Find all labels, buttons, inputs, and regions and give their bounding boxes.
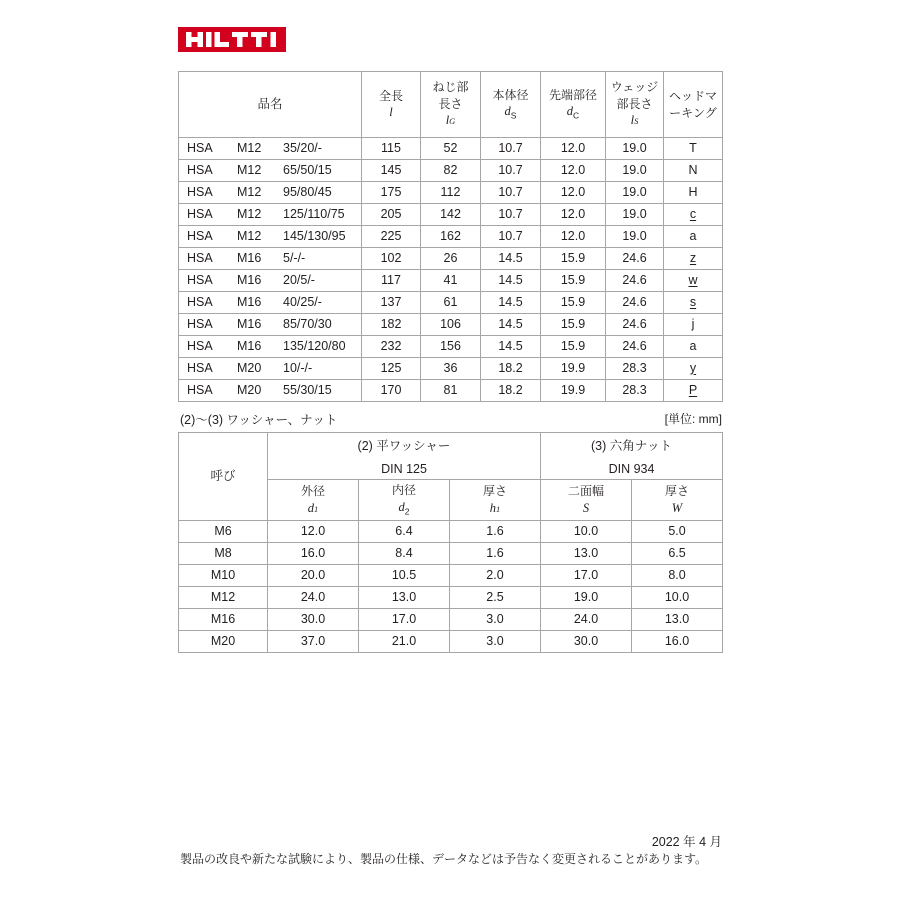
head-marking-value: N	[688, 162, 698, 177]
cell-outer-diameter: 20.0	[268, 565, 359, 587]
col-header-total-length	[362, 72, 421, 138]
cell-total-length: 170	[362, 380, 421, 402]
cell-tip-diameter: 15.9	[541, 292, 606, 314]
cell-total-length: 102	[362, 248, 421, 270]
cell-product-name	[179, 182, 362, 204]
cell-wedge-length: 24.6	[606, 270, 664, 292]
cell-series: HSA	[187, 206, 213, 221]
cell-body-diameter: 14.5	[481, 248, 541, 270]
head-marking-value: T	[689, 140, 697, 155]
cell-series: HSA	[187, 140, 213, 155]
cell-nut-thickness: 5.0	[632, 521, 723, 543]
col-header-tip-diameter-label: 先端部径	[548, 87, 597, 102]
cell-body-diameter: 10.7	[481, 138, 541, 160]
cell-body-diameter: 10.7	[481, 160, 541, 182]
cell-total-length: 117	[362, 270, 421, 292]
cell-series: HSA	[187, 228, 213, 243]
cell-series: HSA	[187, 250, 213, 265]
col-header-washer-thickness-label: 厚さ	[482, 484, 507, 499]
col-header-product-name	[179, 72, 362, 138]
cell-outer-diameter: 30.0	[268, 609, 359, 631]
cell-total-length: 145	[362, 160, 421, 182]
unit-note: [単位: mm]	[664, 412, 722, 426]
cell-outer-diameter: 16.0	[268, 543, 359, 565]
col-header-wedge-length-label-2: 部長さ	[616, 96, 653, 111]
cell-product-name	[179, 314, 362, 336]
cell-washer-thickness: 3.0	[450, 631, 541, 653]
col-header-wedge-length	[606, 72, 664, 138]
cell-body-diameter: 14.5	[481, 314, 541, 336]
cell-thread-length: 82	[421, 160, 481, 182]
cell-body-diameter: 14.5	[481, 336, 541, 358]
cell-width-across-flats: 19.0	[541, 587, 632, 609]
cell-spec: 35/20/-	[283, 140, 322, 155]
cell-head-marking	[664, 270, 723, 292]
cell-outer-diameter: 24.0	[268, 587, 359, 609]
col-header-washer-thickness	[450, 480, 541, 521]
col-header-head-marking-label-1: ヘッドマ	[668, 88, 717, 103]
cell-width-across-flats: 24.0	[541, 609, 632, 631]
cell-head-marking	[664, 292, 723, 314]
head-marking-value: y	[689, 360, 697, 375]
cell-yobi: M16	[179, 609, 268, 631]
col-header-inner-diameter-label: 内径	[391, 483, 416, 498]
cell-yobi: M6	[179, 521, 268, 543]
col-header-tip-diameter	[541, 72, 606, 138]
cell-size: M12	[237, 140, 262, 155]
cell-thread-length: 162	[421, 226, 481, 248]
cell-head-marking	[664, 182, 723, 204]
head-marking-value: P	[688, 382, 698, 397]
cell-thread-length: 41	[421, 270, 481, 292]
col-header-thread-length-label-2: 長さ	[438, 96, 463, 111]
cell-spec: 145/130/95	[283, 228, 346, 243]
head-marking-value: s	[689, 294, 697, 309]
table-row	[179, 160, 723, 182]
cell-total-length: 115	[362, 138, 421, 160]
cell-tip-diameter: 15.9	[541, 270, 606, 292]
cell-spec: 55/30/15	[283, 382, 332, 397]
cell-thread-length: 156	[421, 336, 481, 358]
cell-body-diameter: 10.7	[481, 182, 541, 204]
cell-size: M12	[237, 162, 262, 177]
cell-thread-length: 142	[421, 204, 481, 226]
cell-series: HSA	[187, 272, 213, 287]
cell-head-marking	[664, 138, 723, 160]
table-group-header-row	[179, 433, 723, 462]
cell-inner-diameter: 6.4	[359, 521, 450, 543]
table-row	[179, 609, 723, 631]
cell-thread-length: 81	[421, 380, 481, 402]
col-header-wedge-length-label-1: ウェッジ	[610, 80, 659, 95]
head-marking-value: j	[691, 316, 695, 331]
group-header-washer: (2) 平ワッシャー	[268, 433, 541, 462]
cell-nut-thickness: 16.0	[632, 631, 723, 653]
cell-series: HSA	[187, 184, 213, 199]
cell-width-across-flats: 10.0	[541, 521, 632, 543]
col-header-total-length-label: 全長	[378, 88, 403, 103]
col-header-body-diameter-label: 本体径	[492, 87, 529, 102]
col-header-head-marking-label-2: ーキング	[669, 105, 717, 120]
cell-wedge-length: 19.0	[606, 204, 664, 226]
cell-spec: 20/5/-	[283, 272, 315, 287]
cell-size: M12	[237, 228, 262, 243]
col-header-product-name-label: 品名	[257, 96, 283, 111]
col-header-washer-thickness-symbol: h1	[489, 500, 501, 515]
col-header-inner-diameter	[359, 480, 450, 521]
cell-total-length: 205	[362, 204, 421, 226]
table-row	[179, 204, 723, 226]
cell-thread-length: 106	[421, 314, 481, 336]
cell-head-marking	[664, 314, 723, 336]
table-row	[179, 138, 723, 160]
cell-size: M16	[237, 294, 262, 309]
cell-width-across-flats: 13.0	[541, 543, 632, 565]
cell-wedge-length: 24.6	[606, 336, 664, 358]
cell-nut-thickness: 8.0	[632, 565, 723, 587]
cell-total-length: 225	[362, 226, 421, 248]
cell-product-name	[179, 270, 362, 292]
cell-size: M16	[237, 250, 262, 265]
cell-wedge-length: 19.0	[606, 138, 664, 160]
cell-series: HSA	[187, 360, 213, 375]
cell-size: M16	[237, 338, 262, 353]
head-marking-value: H	[688, 184, 698, 199]
cell-tip-diameter: 12.0	[541, 138, 606, 160]
cell-head-marking	[664, 204, 723, 226]
cell-thread-length: 61	[421, 292, 481, 314]
cell-series: HSA	[187, 338, 213, 353]
section-caption: (2)〜(3) ワッシャー、ナット	[180, 413, 338, 427]
cell-inner-diameter: 13.0	[359, 587, 450, 609]
cell-wedge-length: 24.6	[606, 292, 664, 314]
cell-inner-diameter: 21.0	[359, 631, 450, 653]
cell-tip-diameter: 15.9	[541, 336, 606, 358]
cell-washer-thickness: 2.0	[450, 565, 541, 587]
cell-tip-diameter: 12.0	[541, 160, 606, 182]
cell-wedge-length: 28.3	[606, 380, 664, 402]
cell-spec: 85/70/30	[283, 316, 332, 331]
cell-tip-diameter: 12.0	[541, 182, 606, 204]
col-header-body-diameter	[481, 72, 541, 138]
cell-outer-diameter: 37.0	[268, 631, 359, 653]
cell-series: HSA	[187, 316, 213, 331]
table-row	[179, 380, 723, 402]
cell-size: M16	[237, 316, 262, 331]
col-header-total-length-symbol: l	[389, 105, 393, 120]
col-header-body-diameter-symbol: $d_S$	[504, 104, 517, 121]
cell-wedge-length: 19.0	[606, 182, 664, 204]
cell-wedge-length: 19.0	[606, 160, 664, 182]
cell-product-name	[179, 138, 362, 160]
group-header-nut: (3) 六角ナット	[541, 433, 723, 462]
cell-tip-diameter: 12.0	[541, 204, 606, 226]
cell-product-name	[179, 358, 362, 380]
cell-product-name	[179, 380, 362, 402]
cell-body-diameter: 14.5	[481, 292, 541, 314]
cell-body-diameter: 14.5	[481, 270, 541, 292]
cell-head-marking	[664, 160, 723, 182]
cell-head-marking	[664, 358, 723, 380]
cell-body-diameter: 18.2	[481, 380, 541, 402]
cell-size: M12	[237, 206, 262, 221]
table-row	[179, 336, 723, 358]
cell-yobi: M8	[179, 543, 268, 565]
cell-tip-diameter: 15.9	[541, 314, 606, 336]
cell-thread-length: 52	[421, 138, 481, 160]
cell-tip-diameter: 19.9	[541, 380, 606, 402]
disclaimer-text: 製品の改良や新たな試験により、製品の仕様、データなどは予告なく変更されることがあります。	[180, 852, 708, 866]
cell-spec: 135/120/80	[283, 338, 346, 353]
col-header-width-across-flats-label: 二面幅	[567, 484, 604, 499]
head-marking-value: w	[688, 272, 698, 287]
cell-head-marking	[664, 380, 723, 402]
cell-product-name	[179, 204, 362, 226]
cell-series: HSA	[187, 294, 213, 309]
cell-spec: 125/110/75	[283, 206, 345, 221]
hilti-logo	[178, 27, 286, 52]
head-marking-value: c	[689, 206, 697, 221]
cell-wedge-length: 24.6	[606, 314, 664, 336]
cell-size: M20	[237, 360, 262, 375]
cell-washer-thickness: 1.6	[450, 521, 541, 543]
cell-width-across-flats: 17.0	[541, 565, 632, 587]
col-header-wedge-length-symbol: lS	[630, 113, 639, 128]
cell-tip-diameter: 19.9	[541, 358, 606, 380]
cell-head-marking	[664, 336, 723, 358]
cell-nut-thickness: 6.5	[632, 543, 723, 565]
cell-inner-diameter: 17.0	[359, 609, 450, 631]
col-header-outer-diameter-label: 外径	[300, 484, 325, 499]
cell-head-marking	[664, 226, 723, 248]
cell-thread-length: 112	[421, 182, 481, 204]
table-row	[179, 226, 723, 248]
cell-total-length: 182	[362, 314, 421, 336]
cell-series: HSA	[187, 382, 213, 397]
cell-nut-thickness: 13.0	[632, 609, 723, 631]
cell-spec: 5/-/-	[283, 250, 306, 265]
cell-spec: 95/80/45	[283, 184, 332, 199]
col-header-thread-length-symbol: lG	[445, 113, 456, 128]
table-row	[179, 270, 723, 292]
col-header-width-across-flats-symbol: S	[582, 500, 590, 515]
table-row	[179, 631, 723, 653]
col-header-outer-diameter	[268, 480, 359, 521]
head-marking-value: a	[689, 338, 697, 353]
cell-inner-diameter: 8.4	[359, 543, 450, 565]
cell-yobi: M20	[179, 631, 268, 653]
cell-wedge-length: 28.3	[606, 358, 664, 380]
cell-thread-length: 26	[421, 248, 481, 270]
cell-product-name	[179, 292, 362, 314]
cell-washer-thickness: 1.6	[450, 543, 541, 565]
col-header-outer-diameter-symbol: d1	[307, 500, 319, 515]
cell-body-diameter: 10.7	[481, 226, 541, 248]
hilti-wordmark-icon	[186, 32, 278, 47]
table-row	[179, 543, 723, 565]
anchor-spec-table	[178, 71, 723, 402]
col-header-yobi: 呼び	[179, 433, 268, 521]
col-header-thread-length	[421, 72, 481, 138]
table-row	[179, 314, 723, 336]
cell-thread-length: 36	[421, 358, 481, 380]
cell-wedge-length: 19.0	[606, 226, 664, 248]
cell-size: M16	[237, 272, 262, 287]
cell-head-marking	[664, 248, 723, 270]
col-header-width-across-flats	[541, 480, 632, 521]
col-header-nut-thickness	[632, 480, 723, 521]
col-header-nut-thickness-label: 厚さ	[665, 484, 690, 499]
col-header-thread-length-label-1: ねじ部	[432, 80, 469, 95]
cell-inner-diameter: 10.5	[359, 565, 450, 587]
table-row	[179, 521, 723, 543]
col-header-inner-diameter-symbol: $d_2$	[398, 499, 410, 517]
cell-product-name	[179, 336, 362, 358]
cell-total-length: 137	[362, 292, 421, 314]
cell-series: HSA	[187, 162, 213, 177]
cell-total-length: 232	[362, 336, 421, 358]
cell-wedge-length: 24.6	[606, 248, 664, 270]
cell-nut-thickness: 10.0	[632, 587, 723, 609]
table-row	[179, 358, 723, 380]
cell-spec: 40/25/-	[283, 294, 322, 309]
cell-total-length: 175	[362, 182, 421, 204]
cell-width-across-flats: 30.0	[541, 631, 632, 653]
table-row	[179, 587, 723, 609]
cell-product-name	[179, 160, 362, 182]
head-marking-value: a	[689, 228, 697, 243]
table-header-row	[179, 72, 723, 138]
col-header-head-marking	[664, 72, 723, 138]
cell-washer-thickness: 2.5	[450, 587, 541, 609]
cell-yobi: M12	[179, 587, 268, 609]
col-header-nut-thickness-symbol: W	[671, 500, 683, 515]
table-row	[179, 565, 723, 587]
cell-body-diameter: 18.2	[481, 358, 541, 380]
cell-spec: 10/-/-	[283, 360, 313, 375]
col-header-tip-diameter-symbol: $d_C$	[566, 104, 580, 121]
table-row	[179, 292, 723, 314]
head-marking-value: z	[689, 250, 697, 265]
cell-tip-diameter: 12.0	[541, 226, 606, 248]
group-standard-nut: DIN 934	[541, 461, 723, 480]
cell-size: M12	[237, 184, 262, 199]
cell-yobi: M10	[179, 565, 268, 587]
table-row	[179, 182, 723, 204]
cell-product-name	[179, 226, 362, 248]
cell-tip-diameter: 15.9	[541, 248, 606, 270]
washer-nut-spec-table	[178, 432, 723, 653]
group-standard-washer: DIN 125	[268, 461, 541, 480]
cell-washer-thickness: 3.0	[450, 609, 541, 631]
cell-size: M20	[237, 382, 262, 397]
revision-date: 2022 年 4 月	[651, 835, 722, 849]
cell-total-length: 125	[362, 358, 421, 380]
table-row	[179, 248, 723, 270]
cell-product-name	[179, 248, 362, 270]
cell-spec: 65/50/15	[283, 162, 332, 177]
cell-outer-diameter: 12.0	[268, 521, 359, 543]
cell-body-diameter: 10.7	[481, 204, 541, 226]
